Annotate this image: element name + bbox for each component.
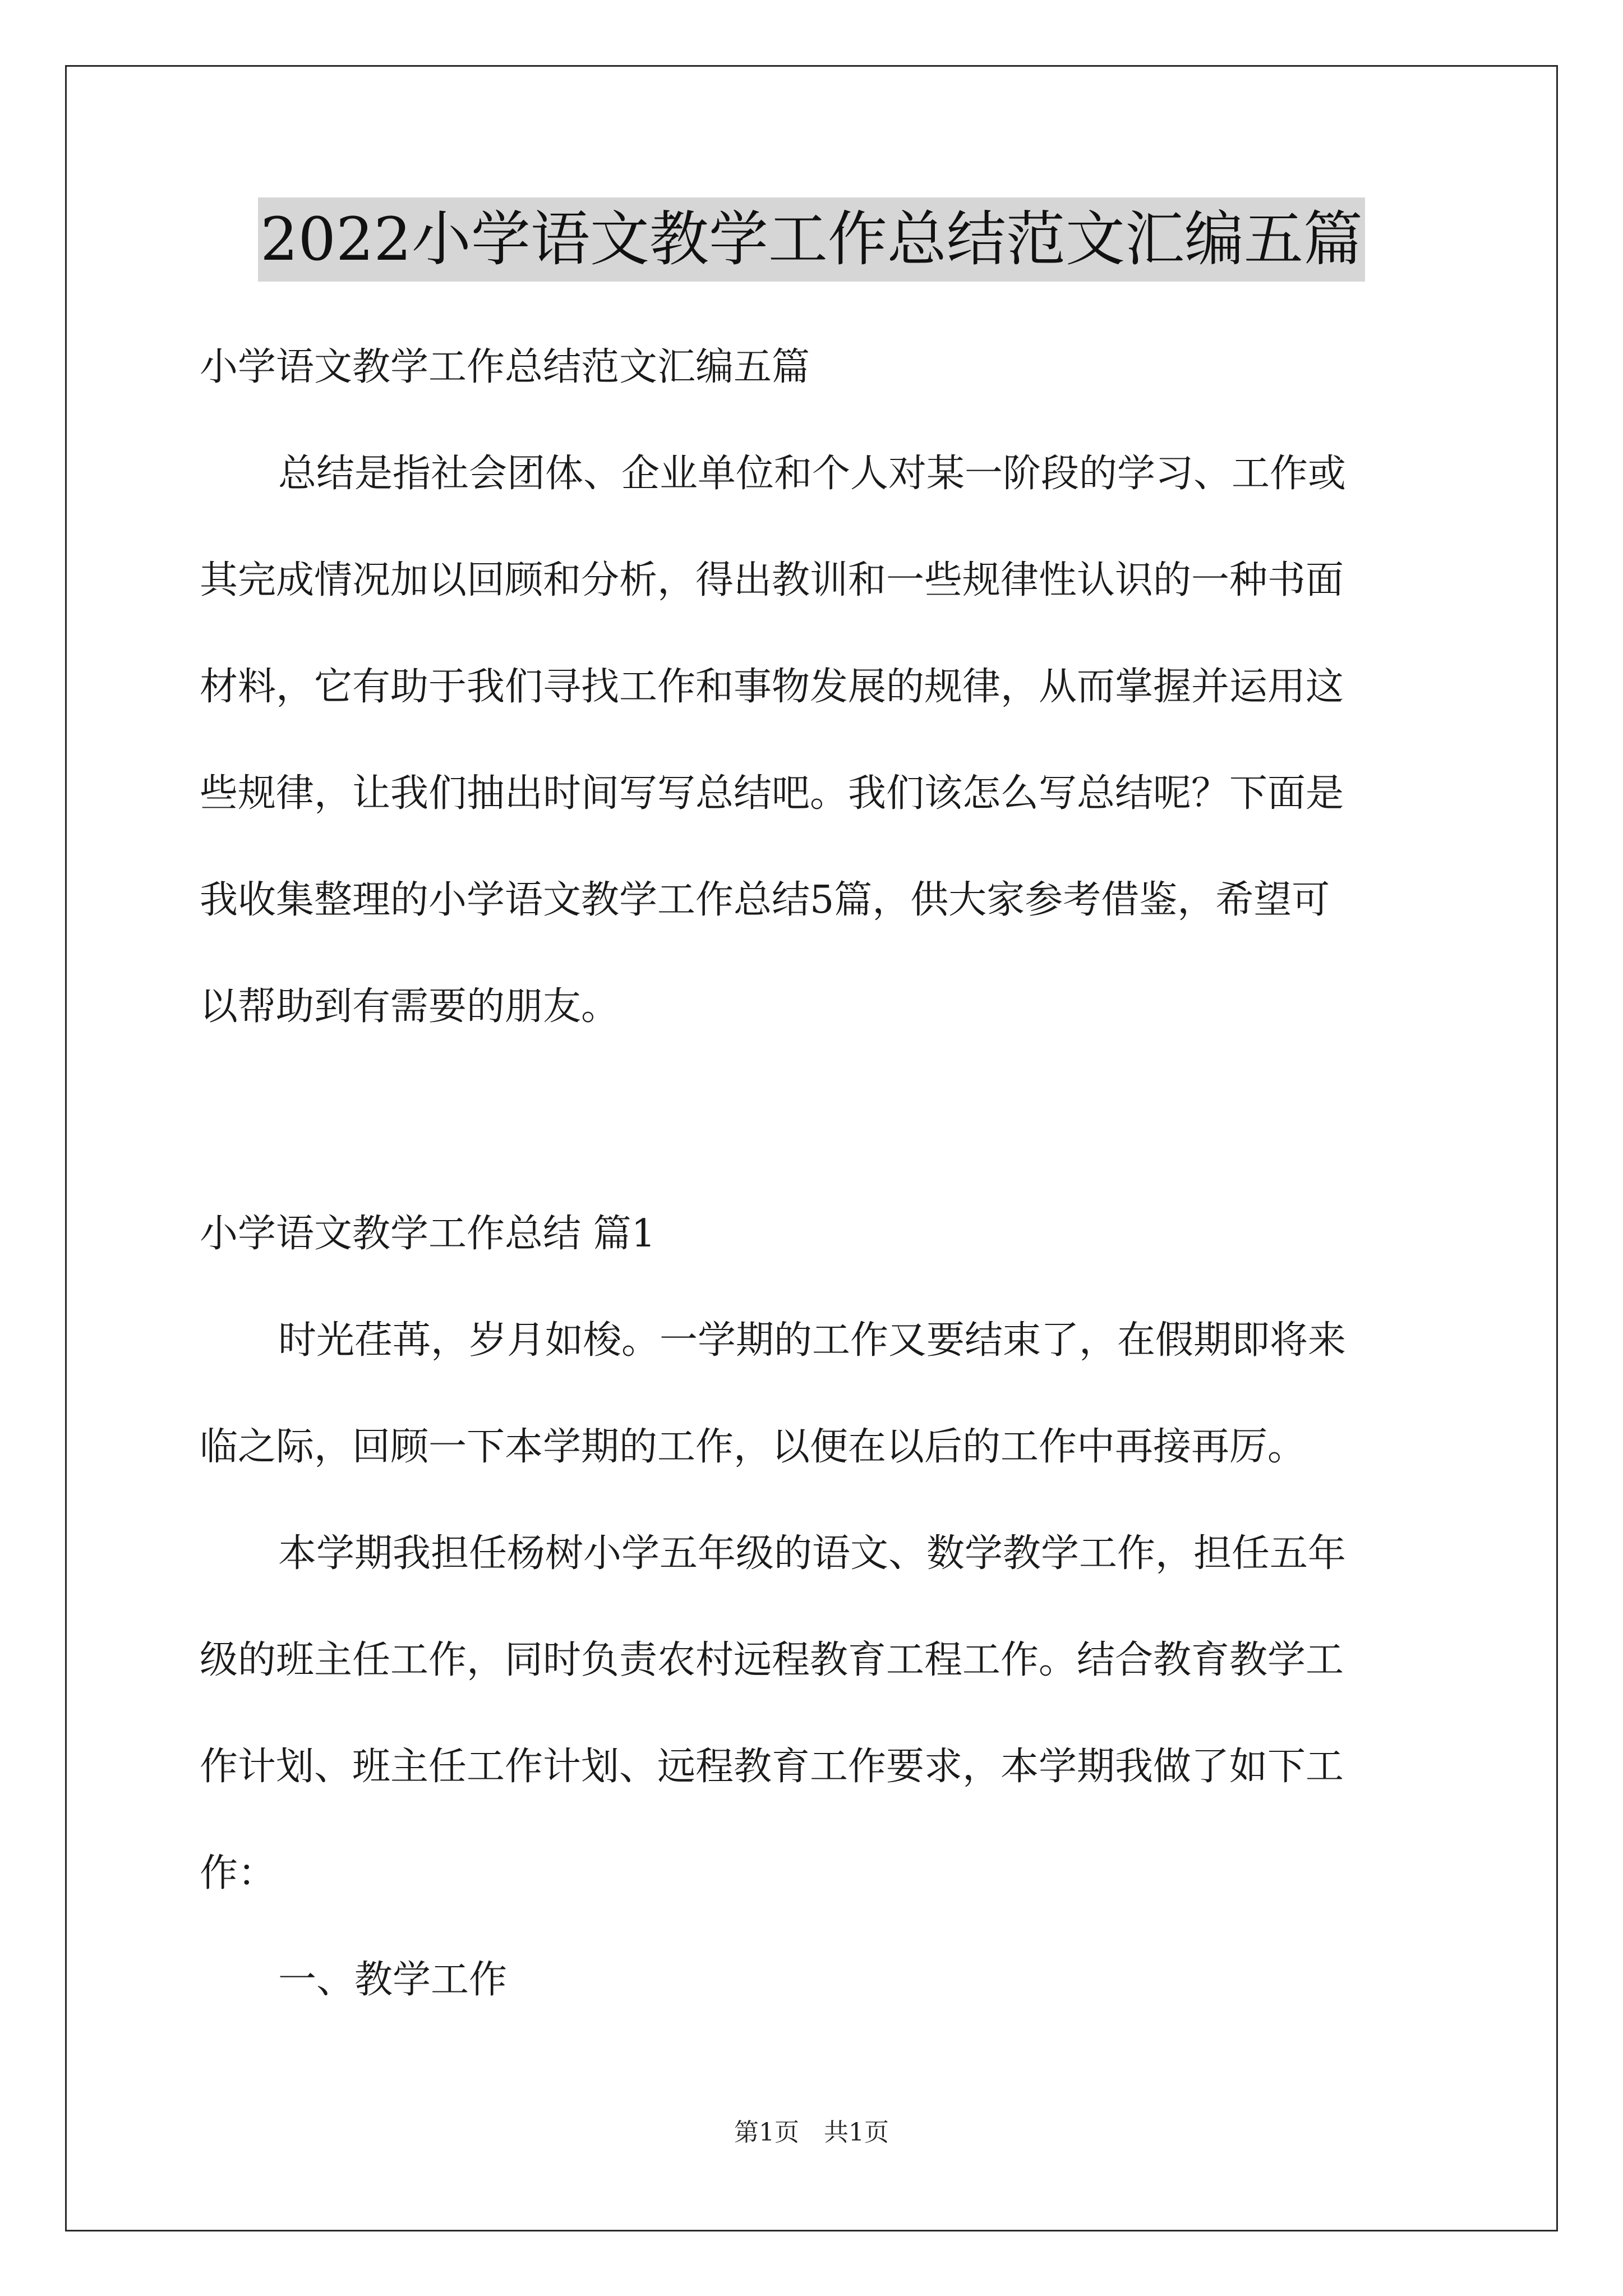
subtitle-block (200, 314, 1433, 421)
document-subtitle: 小学语文教学工作总结范文汇编五篇 (200, 345, 810, 389)
document-title: 2022小学语文教学工作总结范文汇编五篇 (258, 197, 1365, 282)
para1-line: 临之际，回顾一下本学期的工作，以便在以后的工作中再接再厉。 (200, 1425, 1306, 1469)
section-heading: 小学语文教学工作总结 篇1 (200, 1212, 656, 1256)
para2-line: 作计划、班主任工作计划、远程教育工作要求，本学期我做了如下工 (200, 1745, 1344, 1789)
intro-line: 以帮助到有需要的朋友。 (200, 984, 620, 1029)
intro-line: 些规律，让我们抽出时间写写总结吧。我们该怎么写总结呢？下面是 (200, 771, 1344, 816)
para2-line: 级的班主任工作，同时负责农村远程教育工程工作。结合教育教学工 (200, 1638, 1344, 1682)
paragraph-2 (200, 1501, 1433, 1927)
subheading-block (200, 1927, 1433, 2033)
paragraph-1 (200, 1287, 1433, 1501)
intro-line: 总结是指社会团体、企业单位和个人对某一阶段的学习、工作或 (278, 452, 1347, 496)
section-subheading: 一、教学工作 (278, 1958, 508, 2002)
section-heading-block (200, 1181, 1433, 1287)
title-container (0, 197, 1623, 282)
para2-line: 本学期我担任杨树小学五年级的语文、数学教学工作，担任五年 (278, 1531, 1347, 1576)
intro-line: 其完成情况加以回顾和分析，得出教训和一些规律性认识的一种书面 (200, 558, 1344, 602)
para1-line: 时光荏苒，岁月如梭。一学期的工作又要结束了，在假期即将来 (278, 1318, 1347, 1363)
intro-paragraph (200, 421, 1433, 1060)
para2-line: 作： (200, 1851, 276, 1895)
page-footer: 第1页 共1页 (734, 2118, 889, 2147)
intro-line: 我收集整理的小学语文教学工作总结5篇，供大家参考借鉴，希望可 (200, 878, 1330, 922)
intro-line: 材料，它有助于我们寻找工作和事物发展的规律，从而掌握并运用这 (200, 665, 1344, 709)
